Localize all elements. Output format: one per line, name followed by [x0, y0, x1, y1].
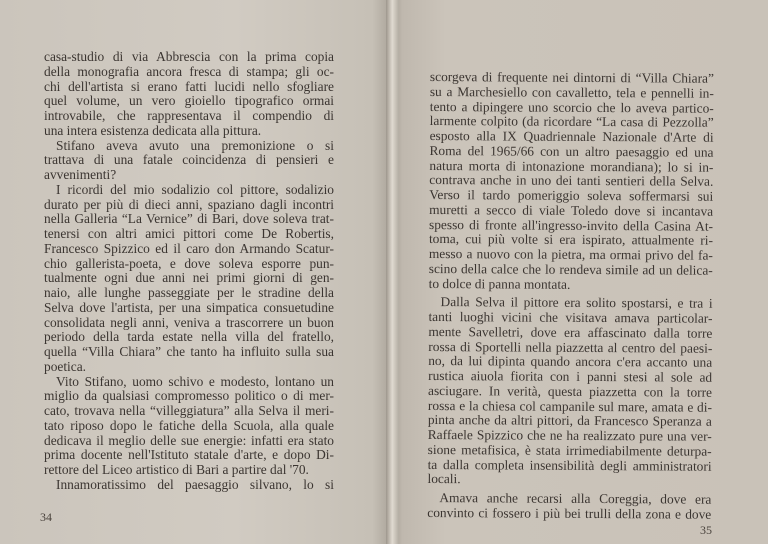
text-line: quella “Villa Chiara” che tanto ha influito sulla sua [44, 344, 334, 359]
page-number-left: 34 [40, 510, 52, 524]
text-line: rossa di Sportelli nella piazzetta al centro del paesi- [428, 338, 713, 356]
text-line: tanti luoghi vicini che visitava amava particolar- [428, 308, 713, 326]
right-page [402, 0, 768, 544]
text-line: Vito Stifano, uomo schivo e modesto, lontano un [56, 373, 334, 389]
text-line: Stifano aveva avuto una premonizione o si [56, 137, 334, 153]
text-line: chi dell'artista si erano fatti lucidi nello sfogliare [44, 78, 334, 94]
text-line: toma, cui più volte si era ispirato, attualmente ri- [428, 231, 714, 248]
text-line: spesso di fronte all'ingresso-invito della Casina At- [429, 216, 714, 234]
text-line: mente Savelletri, dove era affascinato dalla torre [428, 323, 713, 341]
text-line: Amava anche recarsi alla Coreggia, dove era [439, 490, 712, 507]
text-line: Selva dove l'artista, per una simpatica consuetudine [44, 299, 334, 315]
text-line: avvenimenti? [44, 167, 117, 182]
text-line: scino della calce che lo rendeva simile ad un delica- [428, 260, 713, 278]
text-line: convinto ci fossero i più bei trulli della zona e dove [427, 504, 712, 522]
text-line: nella Galleria “La Vernice” di Bari, dove soleva trat- [44, 211, 334, 227]
text-line: chio gallerista-poeta, e dove soleva esporre pun- [44, 255, 334, 271]
right-page-text [427, 70, 714, 522]
text-line: prima docente nell'Istituto statale d'arte, e dopo Di- [44, 447, 334, 463]
text-line: casa-studio di via Abbrescia con la prima copia [44, 49, 334, 64]
text-line: Verso il tardo pomeriggio soleva soffermarsi sui [429, 186, 714, 204]
text-line: ta dalla completa insensibilità degli amministratori [427, 456, 712, 474]
text-line: rustica aiuola fiorita con i panni stesi al sole ad [428, 367, 713, 385]
text-line: natura morta di intonazione morandiana); lo si in- [429, 157, 714, 175]
text-line: introvabile, che rappresentava il compendio di [44, 108, 334, 123]
text-line: tento a dipingere uno scorcio che lo aveva partico- [429, 98, 714, 116]
text-line: asciugare. In verità, questa piazzetta con la torre [427, 382, 713, 400]
text-line: durato per più di dieci anni, spaziano dagli incontri [44, 196, 334, 212]
text-line: rossa e la chiesa col campanile sul mare, amata e di- [427, 397, 712, 415]
text-line: pinta anche da altri pittori, da Francesco Speranza a [427, 412, 712, 429]
text-line: tualmente ogni due anni nei primi giorni di gen- [44, 270, 334, 286]
text-line: una intera esistenza dedicata alla pittura. [44, 122, 262, 138]
text-line: no, da lui dipinta quando ancora c'era accanto una [428, 353, 713, 370]
text-line: messo a nuovo con la pietra, ma ormai privo del fa- [428, 245, 713, 263]
text-line: poetica. [44, 358, 87, 374]
text-line: Roma del 1965/66 con un altro paesaggio ed una [429, 142, 714, 160]
text-line: larmente colpito (da ricordare “La casa di Pezzolla” [429, 113, 714, 130]
text-line: naio, alle lunghe passeggiate per le stradine della [44, 285, 334, 300]
text-line: sione metafisica, è stata irrimediabilmente deturpa- [427, 441, 712, 459]
text-line: trattava di una fatale coincidenza di pensieri e [44, 152, 334, 168]
text-line: tato riposo dopo le fatiche della Scuola, alla quale [44, 417, 334, 433]
text-line: muretti a secco di viale Toledo dove si incantava [429, 201, 714, 219]
text-line: I ricordi del mio sodalizio col pittore, sodalizio [56, 181, 334, 197]
text-line: esposto alla IX Quadriennale Nazionale d'Arte di [429, 127, 714, 145]
text-line: to dolce di panna montata. [428, 275, 571, 292]
text-line: consolidata negli anni, veniva a trascorrere un buon [44, 314, 334, 330]
text-line: tenersi con altri amici pittori come De Robertis, [44, 226, 334, 241]
text-line: quel volume, un vero gioiello tipografico ormai [44, 93, 334, 109]
text-line: Dalla Selva il pittore era solito spostarsi, e tra i [440, 294, 713, 311]
text-line: Innamoratissimo del paesaggio silvano, lo si [56, 476, 334, 492]
text-line: scorgeva di frequente nei dintorni di “Villa Chiara” [429, 69, 715, 86]
text-line: Francesco Spizzico ed il caro don Armando Scatur- [44, 240, 334, 256]
page-number-right: 35 [700, 523, 712, 537]
text-line: Raffaele Spizzico che ne ha realizzato pure una ver- [427, 426, 712, 444]
text-line: rettore del Liceo artistico di Bari a partire dal '70. [44, 462, 309, 477]
text-line: su a Marchesiello con cavalletto, tela e pennelli in- [429, 83, 714, 101]
text-line: cato, trovava nella “villeggiatura” alla Selva il meri- [44, 403, 334, 418]
text-line: contrava anche in uno dei tanti sentieri della Selva. [429, 172, 714, 189]
text-line: periodo della tarda estate nella villa del fratello, [44, 329, 334, 345]
text-line: locali. [427, 471, 461, 487]
left-page-text [44, 50, 334, 493]
text-line: dedicava il meglio delle sue energie: infatti era stato [44, 432, 334, 448]
text-line: miglio da qualsiasi compromesso politico o di mer- [44, 388, 334, 404]
text-line: della monografia ancora fresca di stampa; gli oc- [44, 63, 334, 79]
